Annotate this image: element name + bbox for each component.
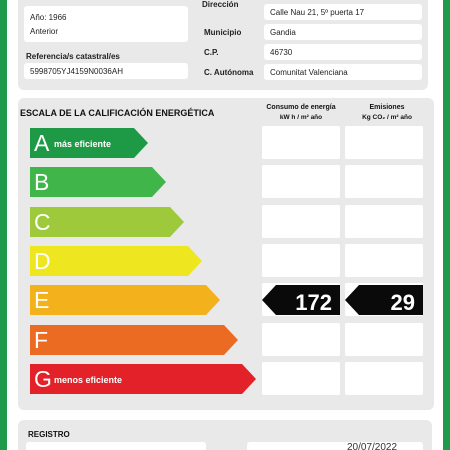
frame-border-left (0, 0, 7, 450)
consumption-header: Consumo de energía kW h / m² año (266, 104, 336, 121)
emissions-cell (345, 323, 423, 356)
grade-arrow-c (30, 207, 184, 237)
region-label: C. Autónoma (204, 68, 254, 77)
emissions-value-arrow (345, 285, 423, 315)
energy-scale-panel (18, 98, 434, 410)
frame-border-right (443, 0, 450, 450)
address-field: Calle Nau 21, 5º puerta 17 (264, 4, 422, 20)
consumption-value-arrow (262, 285, 340, 315)
cadastral-label: Referencia/s catastral/es (26, 52, 120, 61)
grade-note: menos eficiente (54, 374, 123, 385)
registry-panel (18, 420, 432, 450)
grade-arrow-e (30, 285, 220, 315)
emissions-cell (345, 205, 423, 238)
address-label: Dirección (202, 0, 239, 9)
grade-arrow-g (30, 364, 256, 394)
emissions-cell (345, 362, 423, 395)
grade-letter: G (34, 365, 52, 392)
cadastral-field: 5998705YJ4159N0036AH (24, 63, 188, 79)
consumption-value: 172 (295, 290, 332, 316)
consumption-cell (262, 165, 340, 198)
consumption-cell (262, 205, 340, 238)
municipality-label: Municipio (204, 28, 242, 37)
grade-letter: B (34, 169, 50, 196)
grade-arrow-f (30, 325, 238, 355)
grade-arrow-shape (30, 285, 220, 315)
consumption-cell (262, 362, 340, 395)
grade-arrow-shape (30, 207, 184, 237)
scale-title: ESCALA DE LA CALIFICACIÓN ENERGÉTICA (20, 108, 215, 118)
postal-code-label: C.P. (204, 48, 219, 57)
year-field (24, 6, 188, 42)
grade-arrow-d (30, 246, 202, 276)
emissions-header: Emisiones Kg CO₂ / m² año (362, 104, 412, 121)
consumption-cell (262, 323, 340, 356)
registry-number-field (26, 442, 206, 450)
emissions-cell (345, 244, 423, 277)
property-info-panel (18, 0, 428, 90)
grade-letter: D (34, 247, 51, 274)
grade-letter: C (34, 208, 51, 235)
grade-arrow-shape (30, 246, 202, 276)
consumption-cell (262, 126, 340, 159)
consumption-cell (262, 244, 340, 277)
year-note: Anterior (30, 26, 59, 36)
grade-arrow-shape (30, 167, 166, 197)
grade-letter: A (34, 130, 50, 156)
region-field: Comunitat Valenciana (264, 64, 422, 80)
emissions-cell (345, 126, 423, 159)
postal-code-field: 46730 (264, 44, 422, 60)
grade-arrow-b (30, 167, 166, 197)
grade-letter: F (34, 326, 49, 353)
registry-date-field: 20/07/2022 (247, 442, 423, 450)
year-value: Año: 1966 (30, 12, 67, 22)
grade-arrow-a (30, 128, 148, 158)
municipality-field: Gandia (264, 24, 422, 40)
emissions-value: 29 (390, 290, 415, 316)
emissions-cell (345, 165, 423, 198)
grade-note: más eficiente (54, 139, 112, 149)
registry-title: REGISTRO (28, 430, 70, 439)
grade-letter: E (34, 287, 50, 314)
grade-arrow-shape (30, 325, 238, 355)
